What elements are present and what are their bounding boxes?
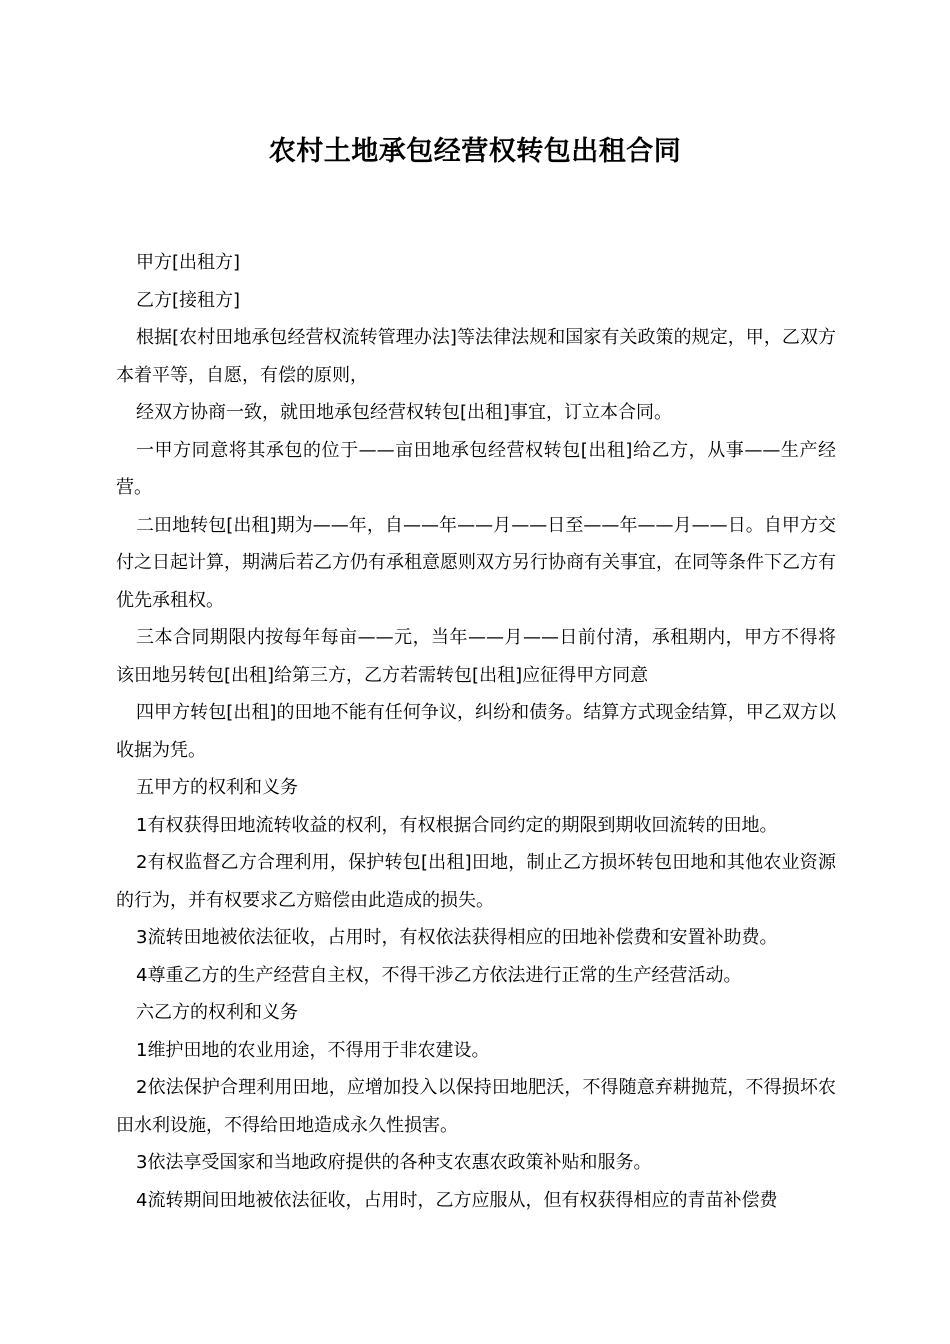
clause-5-item-1: 1有权获得田地流转收益的权利，有权根据合同约定的期限到期收回流转的田地。: [136, 814, 778, 836]
clause-5-item-2: 2有权监督乙方合理利用，保护转包[出租]田地，制止乙方损坏转包田地和其他农业资源的行为，并有权要求乙方赔偿由此造成的损失。: [116, 852, 836, 911]
clause-4: 四甲方转包[出租]的田地不能有任何争议，纠纷和债务。结算方式现金结算，甲乙双方以收据为凭。: [116, 702, 836, 761]
clause-6-heading: 六乙方的权利和义务: [136, 1002, 298, 1023]
clause-1: 一甲方同意将其承包的位于——亩田地承包经营权转包[出租]给乙方，从事——生产经营。: [116, 439, 836, 498]
clause-5-item-3: 3流转田地被依法征收，占用时，有权依法获得相应的田地补偿费和安置补助费。: [136, 927, 778, 948]
party-b-line: 乙方[接租方]: [136, 289, 241, 311]
clause-6-item-1: 1维护田地的农业用途，不得用于非农建设。: [136, 1039, 490, 1061]
clause-3: 三本合同期限内按每年每亩——元，当年——月——日前付清，承租期内，甲方不得将该田地另转包[出租]给第三方，乙方若需转包[出租]应征得甲方同意: [116, 627, 836, 686]
clause-6-item-4: 4流转期间田地被依法征收，占用时，乙方应服从，但有权获得相应的青苗补偿费: [136, 1189, 778, 1211]
clause-6-item-3: 3依法享受国家和当地政府提供的各种支农惠农政策补贴和服务。: [136, 1152, 652, 1173]
clause-5-item-4: 4尊重乙方的生产经营自主权，不得干涉乙方依法进行正常的生产经营活动。: [136, 964, 742, 986]
agreement-paragraph: 经双方协商一致，就田地承包经营权转包[出租]事宜，订立本合同。: [136, 402, 673, 423]
clause-5-heading: 五甲方的权利和义务: [136, 777, 298, 798]
clause-2: 二田地转包[出租]期为——年，自——年——月——日至——年——月——日。自甲方交付之日起计算，期满后若乙方仍有承租意愿则双方另行协商有关事宜，在同等条件下乙方有优先承租权。: [116, 514, 836, 611]
party-a-line: 甲方[出租方]: [136, 252, 241, 273]
clause-6-item-2: 2依法保护合理利用田地，应增加投入以保持田地肥沃，不得随意弃耕抛荒，不得损坏农田水利设施，不得给田地造成永久性损害。: [116, 1077, 836, 1136]
preamble-paragraph: 根据[农村田地承包经营权流转管理办法]等法律法规和国家有关政策的规定，甲，乙双方本着平等，自愿，有偿的原则，: [116, 327, 836, 386]
document-title: 农村土地承包经营权转包出租合同: [268, 136, 682, 167]
document-body: [116, 244, 836, 1219]
